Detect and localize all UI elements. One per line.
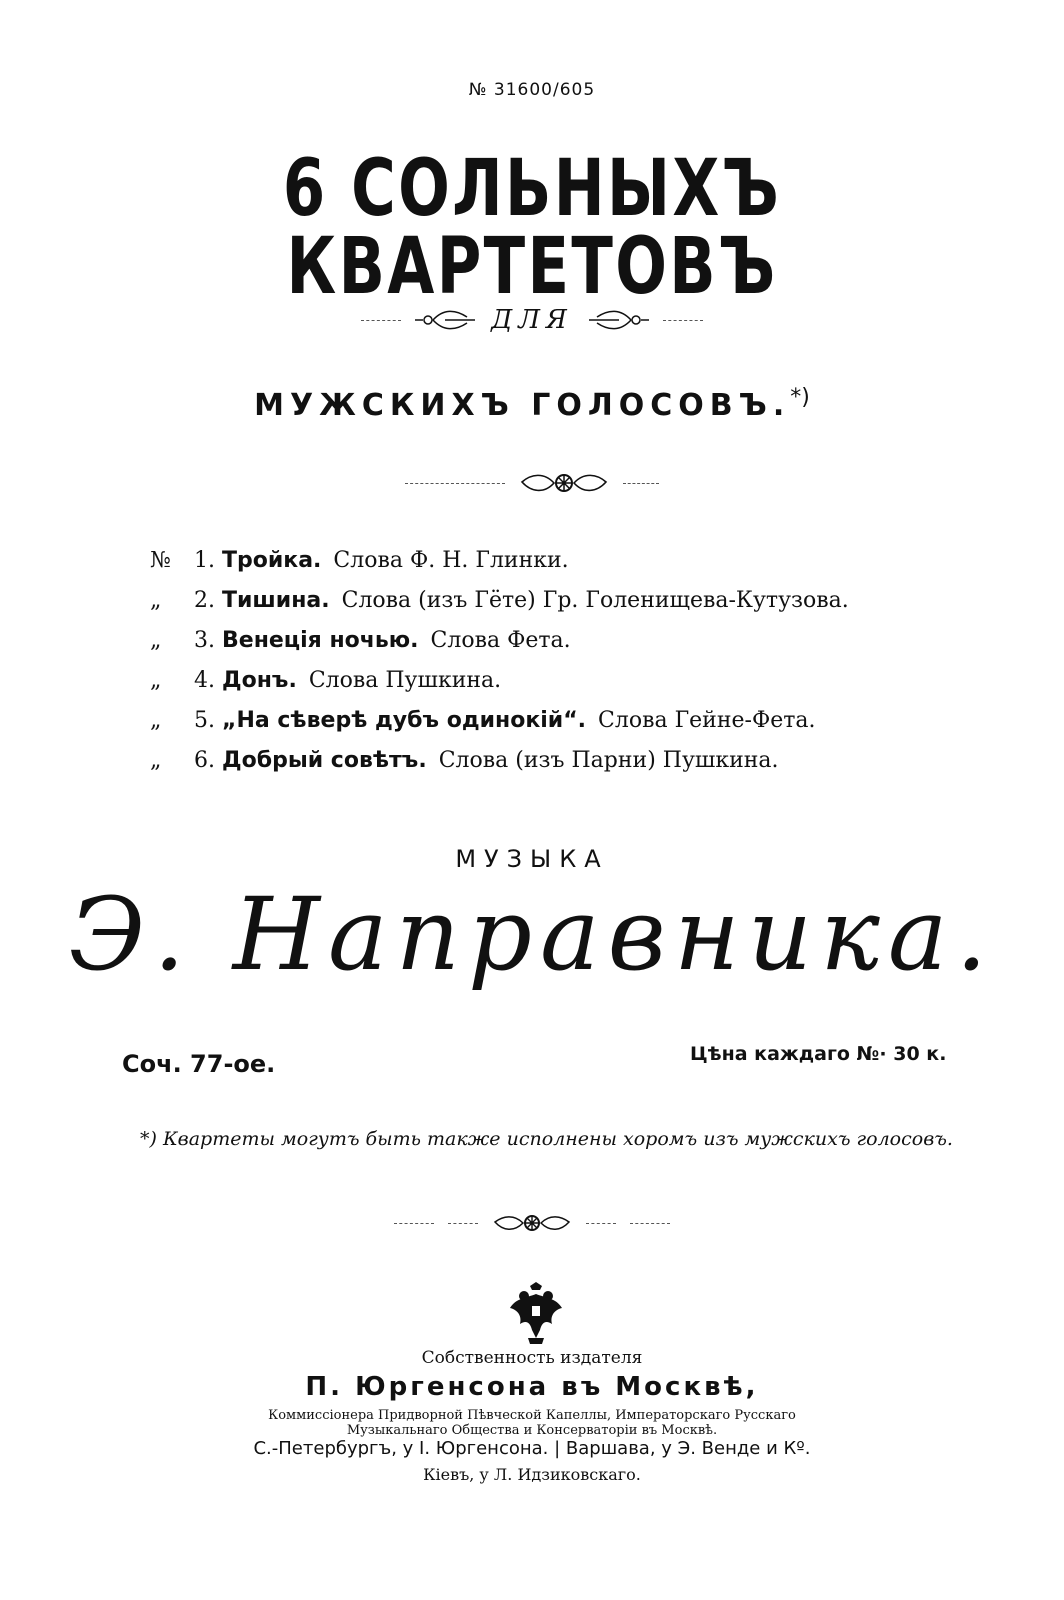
lyricist: Слова Гейне-Фета. bbox=[598, 708, 816, 733]
scroll-ornament-icon bbox=[492, 1210, 572, 1236]
item-marker: № bbox=[150, 548, 171, 573]
divider bbox=[361, 320, 401, 321]
for-ornament-line bbox=[0, 298, 1064, 342]
footnote: *) Квартеты могутъ быть также исполнены хоромъ изъ мужскихъ голосовъ. bbox=[140, 1128, 953, 1150]
item-marker: „ bbox=[150, 668, 162, 693]
list-item bbox=[150, 668, 1010, 708]
divider bbox=[630, 1223, 670, 1224]
lyricist: Слова Ф. Н. Глинки. bbox=[333, 548, 569, 573]
piece-title: Добрый совѣтъ. bbox=[222, 748, 427, 773]
double-headed-eagle-icon bbox=[508, 1280, 564, 1346]
footnote-mark: *) bbox=[790, 385, 810, 410]
divider bbox=[663, 320, 703, 321]
composer-name: Э. Направника. bbox=[68, 876, 996, 993]
item-number: 6. bbox=[194, 748, 215, 773]
commission-line: Музыкальнаго Общества и Консерваторіи въ Москвѣ. bbox=[346, 1423, 718, 1438]
piece-title: Венеція ночью. bbox=[222, 628, 419, 653]
publisher-name: П. Юргенсона въ Москвѣ, bbox=[305, 1372, 759, 1402]
lyricist: Слова Фета. bbox=[430, 628, 571, 653]
piece-title: Тройка. bbox=[222, 548, 322, 573]
ornament-divider bbox=[0, 466, 1064, 500]
item-number: 5. bbox=[194, 708, 215, 733]
item-marker: „ bbox=[150, 708, 162, 733]
item-number: 3. bbox=[194, 628, 215, 653]
piece-title: „На сѣверѣ дубъ одинокій“. bbox=[222, 708, 587, 733]
list-item bbox=[150, 548, 1010, 588]
piece-title: Тишина. bbox=[222, 588, 330, 613]
divider bbox=[586, 1223, 616, 1224]
list-item bbox=[150, 588, 1010, 628]
piece-title: Донъ. bbox=[222, 668, 297, 693]
music-label: МУЗЫКА bbox=[455, 845, 609, 873]
branch-kiev: Кіевъ, у Л. Идзиковскаго. bbox=[423, 1465, 641, 1484]
item-marker: „ bbox=[150, 628, 162, 653]
scroll-ornament-icon bbox=[587, 305, 649, 335]
publisher-commission bbox=[0, 1408, 1064, 1438]
item-number: 1. bbox=[194, 548, 215, 573]
item-number: 4. bbox=[194, 668, 215, 693]
page-title: 6 СОЛЬНЫХЪ КВАРТЕТОВЪ bbox=[282, 144, 782, 312]
list-item bbox=[150, 628, 1010, 668]
divider bbox=[394, 1223, 434, 1224]
list-item bbox=[150, 708, 1010, 748]
ownership-line: Собственность издателя bbox=[421, 1348, 643, 1368]
voices-label: МУЖСКИХЪ ГОЛОСОВЪ. bbox=[254, 388, 791, 423]
lyricist: Слова (изъ Парни) Пушкина. bbox=[438, 748, 779, 773]
lyricist: Слова Пушкина. bbox=[308, 668, 502, 693]
voices-heading bbox=[0, 385, 1064, 423]
ornament-divider bbox=[0, 1208, 1064, 1238]
for-label: ДЛЯ bbox=[491, 305, 573, 335]
price: Цѣна каждаго №· 30 к. bbox=[690, 1043, 947, 1065]
scroll-ornament-icon bbox=[415, 305, 477, 335]
item-marker: „ bbox=[150, 588, 162, 613]
item-number: 2. bbox=[194, 588, 215, 613]
divider bbox=[448, 1223, 478, 1224]
divider bbox=[623, 483, 659, 484]
plate-number: № 31600/605 bbox=[468, 80, 596, 100]
divider bbox=[405, 483, 505, 484]
contents-list bbox=[150, 548, 1010, 788]
lyricist: Слова (изъ Гёте) Гр. Голенищева-Кутузова. bbox=[341, 588, 849, 613]
scroll-ornament-icon bbox=[519, 468, 609, 498]
opus-number: Соч. 77-ое. bbox=[122, 1050, 276, 1078]
branch-offices: С.-Петербургъ, у І. Юргенсона. | Варшава, у Э. Венде и Кº. bbox=[253, 1438, 811, 1459]
list-item bbox=[150, 748, 1010, 788]
commission-line: Коммиссіонера Придворной Пѣвческой Капеллы, Императорскаго Русскаго bbox=[268, 1408, 796, 1423]
item-marker: „ bbox=[150, 748, 162, 773]
